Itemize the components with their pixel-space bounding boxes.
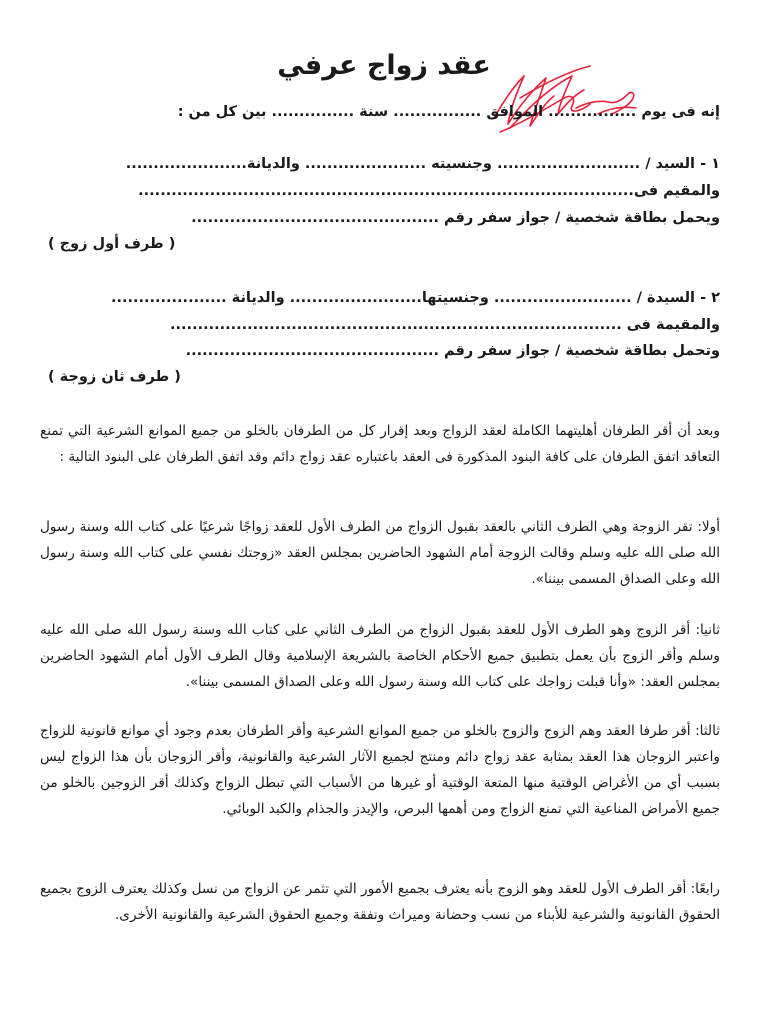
preamble-paragraph: وبعد أن أقر الطرفان أهليتهما الكاملة لعقد الزواج وبعد إقرار كل من الطرفان بالخلو من جميع الموانع الشرعية التي تمنع التعاقد اتفق الطرفان على كافة البنود المذكورة فى العقد باعتباره عقد زواج دائم وقد اتفق الطرفان على البنود التالية : — [40, 423, 720, 465]
party2-residence-line: والمقيمة فى .................................................................................. — [170, 317, 720, 333]
clause-second: ثانيا: أقر الزوج وهو الطرف الأول للعقد بقبول الزواج من الطرف الثاني على كتاب الله وسنة رسول الله صلى الله عليه وسلم وأقر الزوج بأن يعمل بتطبيق جميع الأحكام الخاصة بالشريعة الإسلامية وقال الطرف الأول أمام الشهود الحاضرين بمجلس العقد: «وأنا قبلت زواجك على كتاب الله وسنة رسول الله وعلى الصداق المسمى بيننا». — [40, 622, 720, 690]
party2-id-line: وتحمل بطاقة شخصية / جواز سفر رقم .............................................. — [185, 343, 720, 359]
document-title: عقد زواج عرفي — [277, 50, 491, 81]
party1-residence-line: والمقيم فى.......................................................................................... — [138, 183, 720, 199]
party2-name-line: ٢ - السيدة / ......................... وجنسيتها........................ والديانة ..................... — [110, 290, 720, 306]
clause-fourth: رابعًا: أقر الطرف الأول للعقد وهو الزوج بأنه يعترف بجميع الأمور التي تثمر عن الزواج من نسل وكذلك يعترف الزوج بجميع الحقوق القانونية والشرعية للأبناء من نسب وحضانة وميراث ونفقة وجميع الحقوق الشرعية والقانونية الأخرى. — [40, 881, 720, 923]
clause-first: أولا: تقر الزوجة وهي الطرف الثاني بالعقد بقبول الزواج من الطرف الأول للعقد زواجًا شرعيًا على كتاب الله وسنة رسول الله صلى الله عليه وسلم وقالت الزوجة أمام الشهود الحاضرين بمجلس العقد «زوجتك نفسي على كتاب الله وسنة رسول الله وعلى الصداق المسمى بيننا». — [40, 519, 720, 587]
party1-tag: ( طرف أول زوج ) — [48, 236, 176, 252]
party2-tag: ( طرف ثان زوجة ) — [48, 369, 181, 385]
clause-third: ثالثا: أقر طرفا العقد وهم الزوج والزوج بالخلو من جميع الموانع الشرعية وأقر الطرفان بعدم وجود أي موانع قانونية للزواج واعتبر الزوجان هذا العقد بمثابة عقد زواج دائم ومنتج لجميع الآثار الشرعية والقانونية، وأقر الزوجان بأن هذا الزواج ليس بسبب أي من الأغراض الوقتية منها المتعة الوقتية أو غيرها من الأسباب التي تبطل الزواج وكذلك أقر الزوجين بالخلو من جميع الأمراض المناعية التي تمنع الزواج ومن أهمها البرص، والإيدز والجذام والكبد الوبائي. — [40, 723, 720, 817]
intro-line: إنه فى يوم ................ الموافق ................ سنة ............... بين كل من : — [177, 104, 720, 120]
party1-name-line: ١ - السيد / .......................... وجنسيته ...................... والديانة...................... — [125, 156, 720, 172]
party1-id-line: ويحمل بطاقة شخصية / جواز سفر رقم ............................................. — [191, 210, 720, 226]
